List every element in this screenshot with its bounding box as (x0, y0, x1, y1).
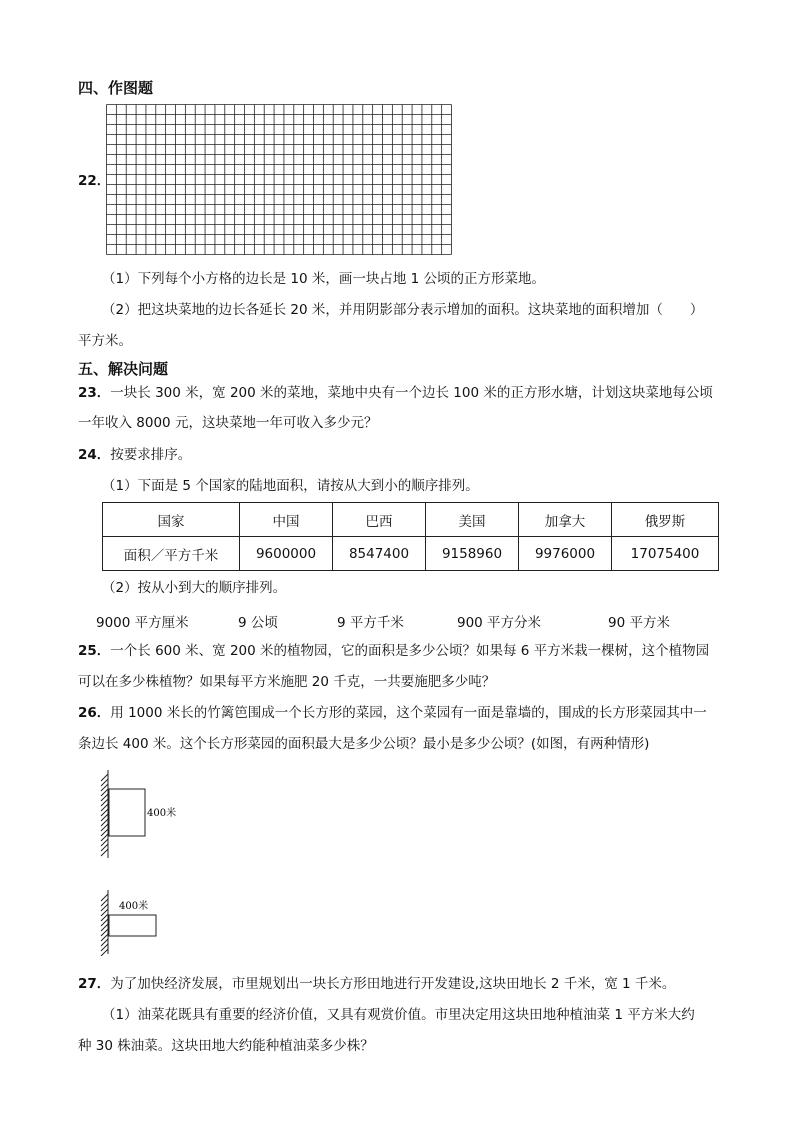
option-item: 9 公顷 (238, 615, 278, 631)
q24-title (78, 446, 191, 464)
q24-part2: （2）按从小到大的顺序排列。 (102, 580, 287, 596)
question-number: 25． (78, 643, 111, 659)
q23-text: 一块长 300 米，宽 200 米的菜地，菜地中央有一个边长 100 米的正方形水塘，计划这块菜地每公顷 (110, 385, 713, 401)
q27-part1-cont: 种 30 株油菜。这块田地大约能种植油菜多少株？ (78, 1038, 374, 1054)
q22-part2: （2）把这块菜地的边长各延长 20 米，并用阴影部分表示增加的面积。这块菜地的面积增加（ ） (102, 302, 704, 318)
q27-part1: （1）油菜花既具有重要的经济价值，又具有观赏价值。市里决定用这块田地种植油菜 1 平方米大约 (102, 1007, 695, 1023)
hatched-wall (101, 770, 108, 858)
table-row (103, 503, 719, 537)
table-header-cell: 巴西 (333, 503, 426, 537)
q26-text: 用 1000 米长的竹篱笆围成一个长方形的菜园，这个菜园有一面是靠墙的，围成的长方形菜园其中一 (110, 705, 707, 721)
q22-part1: （1）下列每个小方格的边长是 10 米，画一块占地 1 公顷的正方形菜地。 (102, 271, 546, 287)
option-item: 900 平方分米 (457, 615, 542, 631)
question-number: 24． (78, 447, 111, 463)
table-cell: 面积／平方千米 (103, 537, 240, 571)
q25-text: 一个长 600 米、宽 200 米的植物园，它的面积是多少公顷？如果每 6 平方米栽一棵树，这个植物园 (110, 643, 710, 659)
question-number: 27． (78, 976, 111, 992)
figure-label: 400米 (147, 808, 177, 819)
section-title: 四、作图题 (78, 79, 154, 97)
q27-line1 (78, 975, 675, 993)
question-number: 26． (78, 705, 111, 721)
wall-figure-1 (94, 770, 194, 860)
q23-line2: 一年收入 8000 元，这块菜地一年可收入多少元？ (78, 415, 378, 431)
table-row (103, 537, 719, 571)
hatched-wall (101, 890, 108, 956)
table-header-cell: 美国 (426, 503, 519, 537)
table-cell: 9158960 (426, 537, 519, 571)
table-cell: 9976000 (519, 537, 612, 571)
option-item: 9000 平方厘米 (96, 615, 189, 631)
table-header-cell: 国家 (103, 503, 240, 537)
q26-line1 (78, 704, 707, 722)
question-number: 23． (78, 385, 111, 401)
q27-text: 为了加快经济发展，市里规划出一块长方形田地进行开发建设,这块田地长 2 千米，宽 1 千米。 (110, 976, 676, 992)
q25-line1 (78, 642, 709, 660)
country-area-table (102, 502, 719, 571)
q24-text: 按要求排序。 (110, 447, 192, 463)
q24-part1: （1）下面是 5 个国家的陆地面积，请按从大到小的顺序排列。 (102, 478, 479, 494)
table-header-cell: 加拿大 (519, 503, 612, 537)
q22-part2-cont: 平方米。 (78, 333, 132, 349)
table-cell: 8547400 (333, 537, 426, 571)
grid-paper (106, 104, 452, 255)
q25-line2: 可以在多少株植物？如果每平方米施肥 20 千克，一共要施肥多少吨？ (78, 674, 496, 690)
table-header-cell: 中国 (240, 503, 333, 537)
table-header-cell: 俄罗斯 (612, 503, 719, 537)
section-title: 五、解决问题 (78, 360, 169, 378)
option-item: 9 平方千米 (337, 615, 404, 631)
figure-label: 400米 (119, 901, 149, 912)
q26-line2: 条边长 400 米。这个长方形菜园的面积最大是多少公顷？最小是多少公顷？(如图，有两种情形) (78, 736, 650, 752)
table-cell: 17075400 (612, 537, 719, 571)
wall-figure-2 (94, 890, 194, 956)
table-cell: 9600000 (240, 537, 333, 571)
garden-rectangle (109, 789, 145, 836)
q23-line1 (78, 384, 713, 402)
question-number: 22． (78, 173, 111, 189)
garden-rectangle (109, 915, 156, 936)
option-item: 90 平方米 (608, 615, 670, 631)
